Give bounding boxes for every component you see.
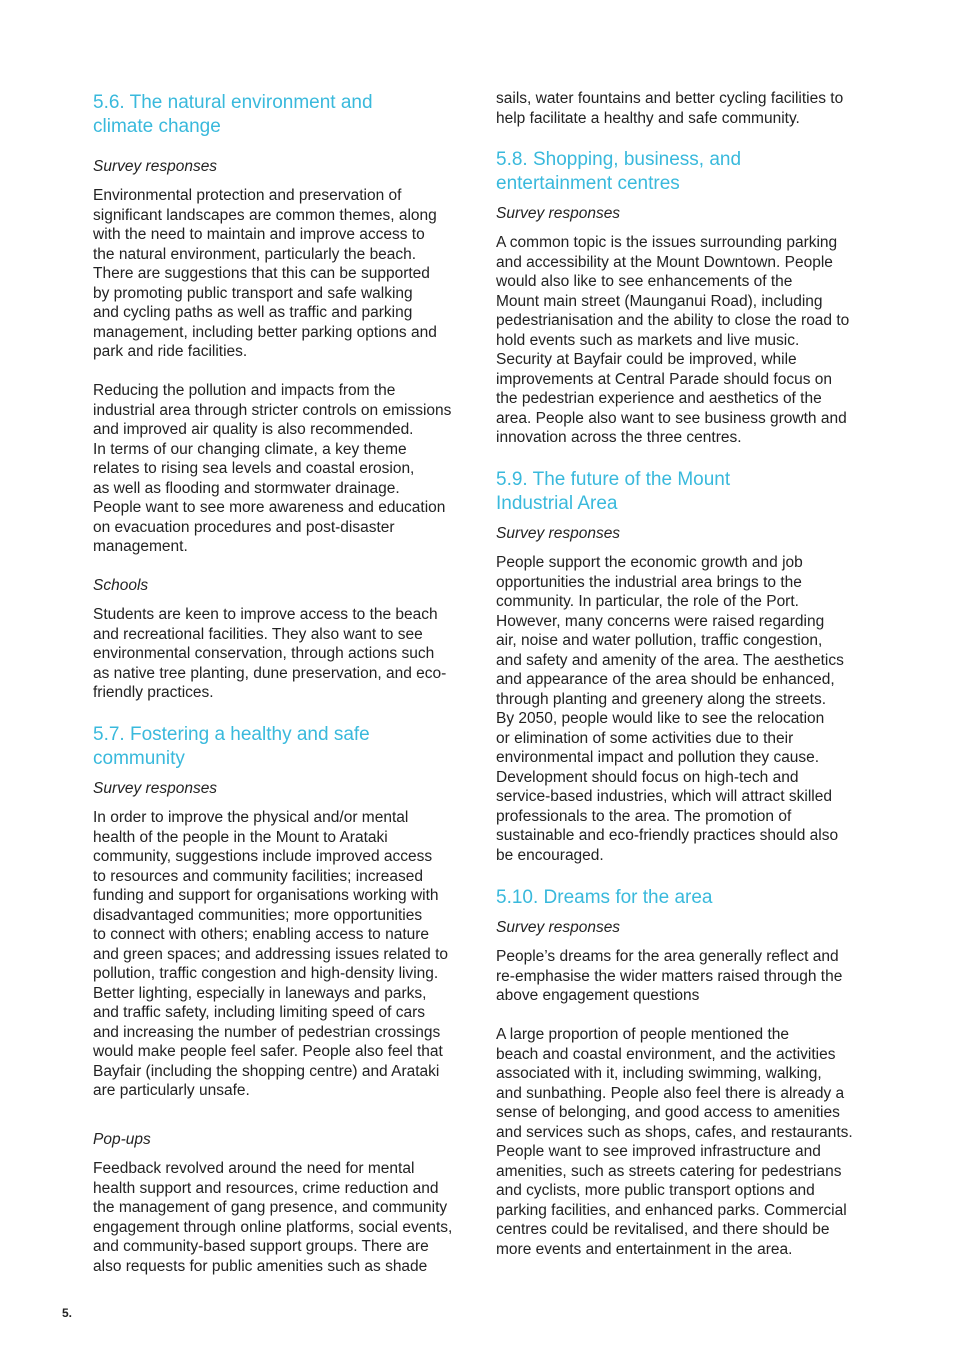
subheading-schools: Schools bbox=[93, 577, 149, 594]
subheading-survey-responses: Survey responses bbox=[496, 525, 621, 542]
subheading-survey-responses: Survey responses bbox=[93, 780, 218, 797]
subheading-survey-responses: Survey responses bbox=[93, 158, 218, 175]
subheading-pop-ups: Pop-ups bbox=[93, 1131, 151, 1148]
heading-5-8: 5.8. Shopping, business, and entertainment centres bbox=[496, 149, 742, 194]
heading-5-7: 5.7. Fostering a healthy and safe community bbox=[93, 724, 370, 769]
heading-5-10: 5.10. Dreams for the area bbox=[496, 887, 713, 908]
subheading-survey-responses: Survey responses bbox=[496, 205, 621, 222]
paragraph: A large proportion of people mentioned the beach and coastal environment, and the activities associated with it, including swimming, walking, and sunbathing. People also feel there is already a sense of belonging, and good access to amenities and services such as shops, cafes, and restaurants. People want to see improved infrastructure and amenities, such as streets catering for pedestrians and cyclists, more public transport options and parking facilities, and enhanced parks. Commercial centres could be revitalised, and there should be more events and entertainment in the area. bbox=[496, 1026, 853, 1258]
paragraph: Students are keen to improve access to the beach and recreational facilities. They also want to see environmental conservation, through actions such as native tree planting, dune preservation, and eco- friendly practices. bbox=[93, 606, 447, 701]
paragraph: Feedback revolved around the need for mental health support and resources, crime reduction and the management of gang presence, and community engagement through online platforms, social events, and community-based support groups. There are also requests for public amenities such as shade bbox=[93, 1160, 453, 1275]
heading-5-9: 5.9. The future of the Mount Industrial Area bbox=[496, 469, 731, 514]
paragraph: A common topic is the issues surrounding parking and accessibility at the Mount Downtown. People would also like to see enhancements of the Mount main street (Maunganui Road), including pedestrianisation and the ability to close the road to hold events such as markets and live music. Security at Bayfair could be improved, while improvements at Central Parade should focus on the pedestrian experience and aesthetics of the area. People also want to see business growth and innovation across the three centres. bbox=[496, 234, 850, 446]
heading-5-6: 5.6. The natural environment and climate change bbox=[93, 92, 373, 137]
subheading-survey-responses: Survey responses bbox=[496, 919, 621, 936]
paragraph: In order to improve the physical and/or mental health of the people in the Mount to Arataki community, suggestions include improved access to resources and community facilities; increased funding and support for organisations working with disadvantaged communities; more opportunities to connect with others; enabling access to nature and green spaces; and addressing issues related to pollution, traffic congestion and high-density living. Better lighting, especially in laneways and parks, and traffic safety, including limiting speed of cars and increasing the number of pedestrian crossings would make people feel safer. People also feel that Bayfair (including the shopping centre) and Arataki are particularly unsafe. bbox=[93, 809, 449, 1099]
paragraph: Reducing the pollution and impacts from the industrial area through stricter controls on emissions and improved air quality is also recommended. In terms of our changing climate, a key theme relates to rising sea levels and coastal erosion, as well as flooding and stormwater drainage. People want to see more awareness and education on evacuation procedures and post-disaster management. bbox=[93, 382, 452, 555]
paragraph: Environmental protection and preservation of significant landscapes are common themes, along with the need to maintain and improve access to the natural environment, particularly the beach. There are suggestions that this can be supported by promoting public transport and safe walking and cycling paths as well as traffic and parking management, including better parking options and park and ride facilities. bbox=[93, 187, 437, 360]
page-number: 5. bbox=[62, 1306, 73, 1320]
paragraph-continued: sails, water fountains and better cycling facilities to help facilitate a healthy and safe community. bbox=[496, 90, 844, 127]
paragraph: People support the economic growth and job opportunities the industrial area brings to the community. In particular, the role of the Port. However, many concerns were raised regarding air, noise and water pollution, traffic congestion, and safety and amenity of the area. The aesthetics and appearance of the area should be enhanced, through planting and greenery along the streets. By 2050, people would like to see the relocation or elimination of some activities due to their environmental impact and pollution they cause. Development should focus on high-tech and service-based industries, which will attract skilled professionals to the area. The promotion of sustainable and eco-friendly practices should also be encouraged. bbox=[496, 554, 844, 864]
paragraph: People’s dreams for the area generally reflect and re-emphasise the wider matters raised through the above engagement questions bbox=[496, 948, 843, 1004]
